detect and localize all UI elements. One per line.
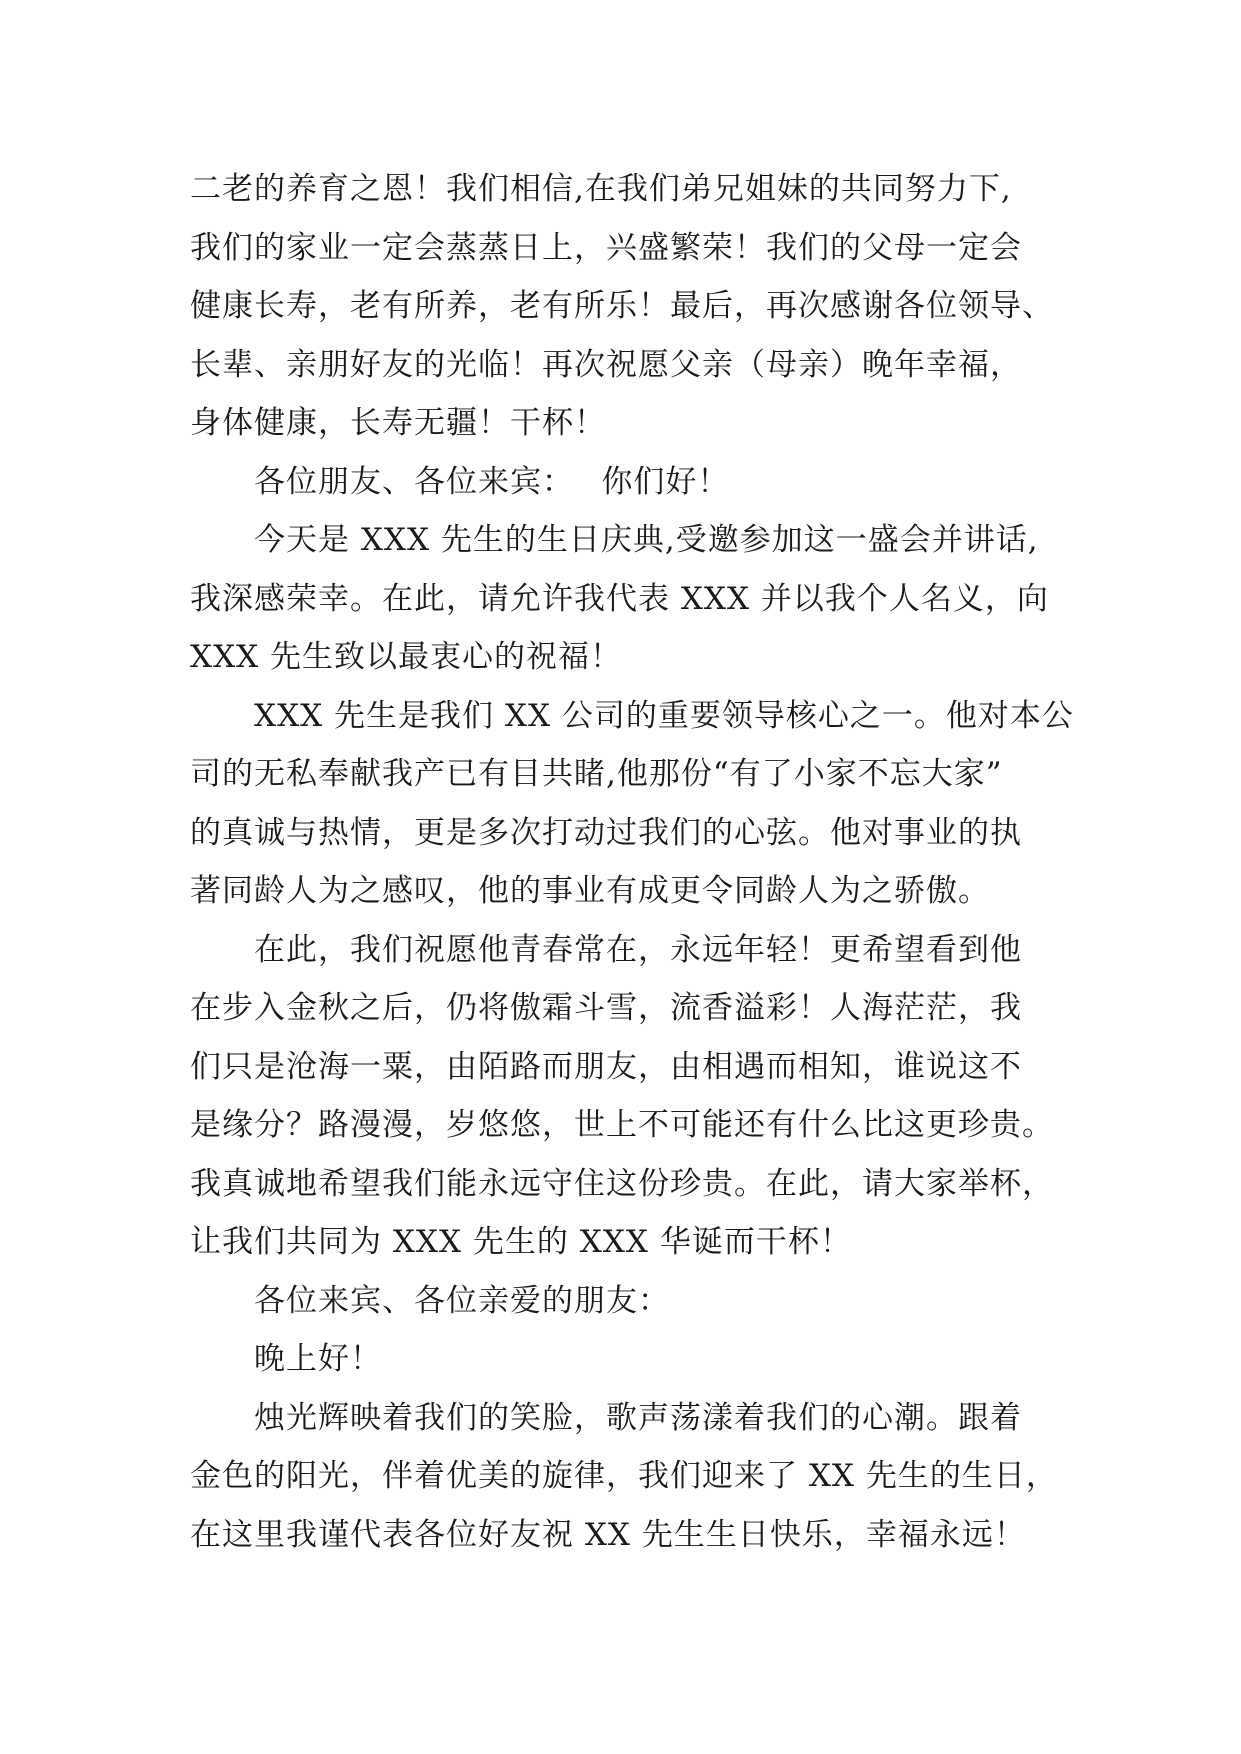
text-line: 司的无私奉献我产已有目共睹,他那份“有了小家不忘大家” xyxy=(190,756,1003,792)
text-line: 今天是 XXX 先生的生日庆典,受邀参加这一盛会并讲话, xyxy=(254,522,1039,558)
text-line: 各位朋友、各位来宾： 你们好！ xyxy=(254,463,730,500)
text-line: 我深感荣幸。在此，请允许我代表 XXX 并以我个人名义，向 xyxy=(190,580,1049,617)
text-line: 二老的养育之恩！我们相信,在我们弟兄姐妹的共同努力下, xyxy=(190,171,1012,207)
text-line: 在此，我们祝愿他青春常在，永远年轻！更希望看到他 xyxy=(254,931,1022,968)
text-line: 是缘分？路漫漫，岁悠悠，世上不可能还有什么比这更珍贵。 xyxy=(190,1107,1054,1143)
text-line: 金色的阳光，伴着优美的旋律，我们迎来了 XX 先生的生日， xyxy=(190,1458,1058,1494)
text-line: XXX 先生是我们 XX 公司的重要领导核心之一。他对本公 xyxy=(254,697,1074,734)
text-line: 让我们共同为 XXX 先生的 XXX 华诞而干杯！ xyxy=(190,1224,852,1260)
text-line: 身体健康，长寿无疆！干杯！ xyxy=(190,405,606,441)
text-line: 在这里我谨代表各位好友祝 XX 先生生日快乐，幸福永远！ xyxy=(190,1516,1026,1553)
text-line: 我们的家业一定会蒸蒸日上，兴盛繁荣！我们的父母一定会 xyxy=(190,229,1022,266)
text-line: 在步入金秋之后，仍将傲霜斗雪，流香溢彩！人海茫茫，我 xyxy=(190,990,1022,1026)
text-line: 晚上好！ xyxy=(254,1341,382,1377)
text-line: 长辈、亲朋好友的光临！再次祝愿父亲（母亲）晚年幸福， xyxy=(190,346,1022,383)
text-line: 各位来宾、各位亲爱的朋友： xyxy=(254,1282,670,1319)
text-line: 们只是沧海一粟，由陌路而朋友，由相遇而相知，谁说这不 xyxy=(190,1048,1022,1085)
text-line: XXX 先生致以最衷心的祝福！ xyxy=(190,639,623,675)
text-line: 健康长寿，老有所养，老有所乐！最后，再次感谢各位领导、 xyxy=(190,288,1054,324)
text-line: 我真诚地希望我们能永远守住这份珍贵。在此，请大家举杯， xyxy=(190,1165,1054,1202)
text-line: 烛光辉映着我们的笑脸，歌声荡漾着我们的心潮。跟着 xyxy=(254,1399,1022,1436)
text-line: 著同龄人为之感叹，他的事业有成更令同龄人为之骄傲。 xyxy=(190,873,990,909)
document-body xyxy=(190,160,1090,1564)
text-line: 的真诚与热情，更是多次打动过我们的心弦。他对事业的执 xyxy=(190,814,1022,851)
